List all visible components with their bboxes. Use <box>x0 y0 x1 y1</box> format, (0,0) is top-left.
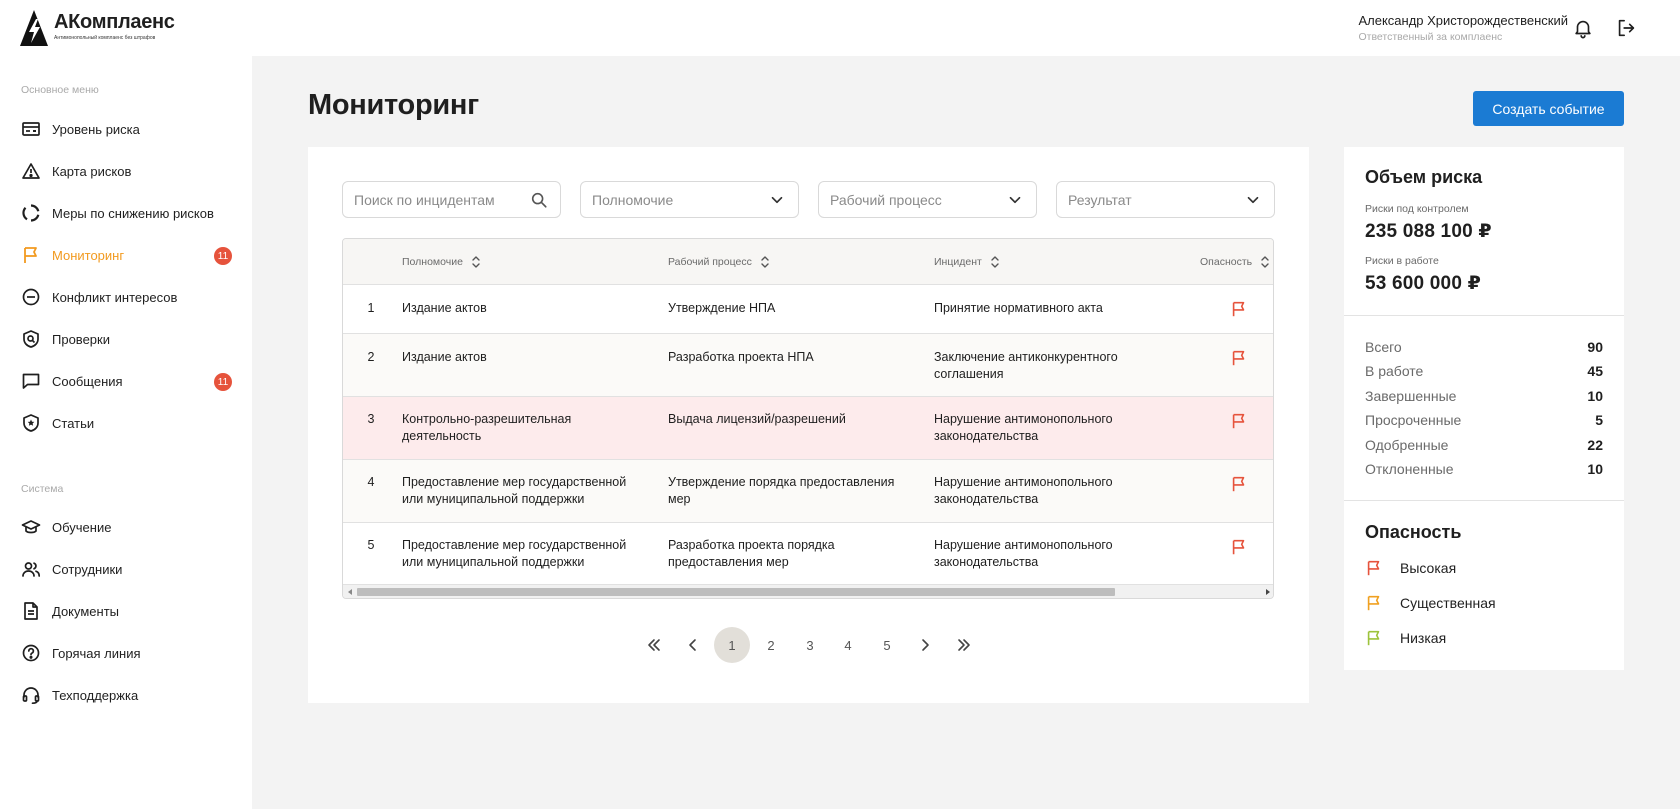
sidebar-item-label: Сотрудники <box>52 561 123 577</box>
sidebar-item-monitoring[interactable] <box>21 241 232 269</box>
cell-process: Разработка проекта НПА <box>668 350 814 364</box>
notification-badge: 11 <box>214 247 232 265</box>
user-role: Ответственный за комплаенс <box>1358 31 1503 43</box>
sidebar-item-support[interactable] <box>21 681 232 709</box>
table-row[interactable] <box>343 397 1274 460</box>
page-button-5[interactable]: 5 <box>883 637 891 653</box>
page-button-1[interactable]: 1 <box>714 627 750 663</box>
sidebar-item-label: Меры по снижению рисков <box>52 205 214 221</box>
row-number: 1 <box>367 301 375 315</box>
sort-icon[interactable] <box>1260 254 1270 270</box>
double-chevron-left-icon <box>645 636 663 654</box>
cell-authority: Предоставление мер государственной или муниципальной поддержки <box>402 475 627 506</box>
stat-value: 10 <box>1587 388 1603 404</box>
risk-in-work-value: 53 600 000 ₽ <box>1365 273 1481 294</box>
risk-volume-title: Объем риска <box>1365 167 1483 187</box>
cell-process: Разработка проекта порядка предоставления мер <box>668 538 835 569</box>
sidebar-item-label: Карта рисков <box>52 163 132 179</box>
result-select-value: Результат <box>1068 191 1132 208</box>
search-input[interactable] <box>354 192 524 208</box>
cell-incident: Принятие нормативного акта <box>934 301 1103 315</box>
bell-icon[interactable] <box>1572 17 1594 39</box>
sidebar-item-employees[interactable] <box>21 555 232 583</box>
legend-label: Высокая <box>1400 560 1457 576</box>
table-header <box>343 239 1274 285</box>
sidebar-item-label: Проверки <box>52 331 110 347</box>
cell-incident: Нарушение антимонопольного законодательства <box>934 538 1113 569</box>
row-number: 2 <box>367 350 375 364</box>
cell-process: Выдача лицензий/разрешений <box>668 412 846 426</box>
sidebar-item-articles[interactable] <box>21 409 232 437</box>
authority-select[interactable] <box>580 181 799 218</box>
logo[interactable] <box>20 10 175 46</box>
document-icon <box>21 601 41 621</box>
stat-label: Просроченные <box>1365 412 1462 428</box>
stat-label: Отклоненные <box>1365 461 1454 477</box>
headset-icon <box>21 685 41 705</box>
column-header-label: Опасность <box>1200 256 1253 268</box>
monitoring-card <box>308 147 1309 703</box>
stat-row-completed <box>1365 388 1603 404</box>
cell-authority: Предоставление мер государственной или муниципальной поддержки <box>402 538 627 569</box>
next-page-button[interactable] <box>907 627 943 663</box>
table-row[interactable] <box>343 460 1274 523</box>
pagination <box>308 627 1309 663</box>
legend-item-significant <box>1365 594 1496 612</box>
row-number: 3 <box>367 412 375 426</box>
circle-arrows-icon <box>21 203 41 223</box>
sort-icon[interactable] <box>990 254 1000 270</box>
high-flag-icon <box>1365 559 1383 577</box>
sidebar-item-label: Документы <box>52 603 120 619</box>
sidebar-item-risk-level[interactable] <box>21 115 232 143</box>
sidebar-item-label: Статьи <box>52 415 95 431</box>
risk-controlled-value: 235 088 100 ₽ <box>1365 221 1492 242</box>
chevron-left-icon <box>684 636 702 654</box>
divider <box>1344 315 1624 316</box>
logo-icon <box>20 10 48 46</box>
legend-item-low <box>1365 629 1446 647</box>
stat-value: 22 <box>1587 437 1603 453</box>
shield-search-icon <box>21 329 41 349</box>
stat-value: 10 <box>1587 461 1603 477</box>
sidebar-item-conflict[interactable] <box>21 283 232 311</box>
row-number: 5 <box>367 538 375 552</box>
top-bar <box>0 0 1680 56</box>
table-row[interactable] <box>343 285 1274 334</box>
flag-icon <box>21 245 41 265</box>
danger-high-flag-icon <box>1230 538 1248 556</box>
authority-select-value: Полномочие <box>592 191 674 208</box>
stat-label: Одобренные <box>1365 437 1449 453</box>
page-button-3[interactable]: 3 <box>806 637 814 653</box>
cell-authority: Издание актов <box>402 350 487 364</box>
search-icon[interactable] <box>530 191 548 209</box>
sidebar-item-label: Горячая линия <box>52 645 141 661</box>
sidebar-section-main-title: Основное меню <box>21 84 99 96</box>
sort-icon[interactable] <box>760 254 770 270</box>
stat-value: 90 <box>1587 339 1603 355</box>
result-select[interactable] <box>1056 181 1275 218</box>
question-circle-icon <box>21 643 41 663</box>
search-field[interactable] <box>342 181 561 218</box>
notification-badge: 11 <box>214 373 232 391</box>
risk-level-icon <box>21 119 41 139</box>
cell-process: Утверждение порядка предоставления мер <box>668 475 895 506</box>
risk-summary-card <box>1344 147 1624 670</box>
column-header-label: Полномочие <box>402 256 463 268</box>
user-info[interactable] <box>1358 13 1568 44</box>
sidebar-item-label: Уровень риска <box>52 121 140 137</box>
column-header-incident[interactable] <box>934 239 1000 285</box>
sidebar-item-label: Сообщения <box>52 373 123 389</box>
low-flag-icon <box>1365 629 1383 647</box>
stat-row-total <box>1365 339 1603 355</box>
sidebar-item-documents[interactable] <box>21 597 232 625</box>
sidebar-item-label: Обучение <box>52 519 112 535</box>
horizontal-scrollbar[interactable] <box>343 584 1274 598</box>
brand-tagline: Антимонопольный комплаенс без штрафов <box>54 35 156 41</box>
logout-icon[interactable] <box>1615 17 1637 39</box>
stat-row-approved <box>1365 437 1603 453</box>
cell-incident: Нарушение антимонопольного законодательства <box>934 475 1113 506</box>
cell-incident: Заключение антиконкурентного соглашения <box>934 350 1118 381</box>
sort-icon[interactable] <box>471 254 481 270</box>
double-chevron-right-icon <box>955 636 973 654</box>
create-event-button[interactable]: Создать событие <box>1473 91 1624 126</box>
stat-value: 5 <box>1595 412 1603 428</box>
sidebar-item-label: Конфликт интересов <box>52 289 178 305</box>
danger-high-flag-icon <box>1230 475 1248 493</box>
column-header-label: Рабочий процесс <box>668 256 752 268</box>
sidebar-item-label: Мониторинг <box>52 247 125 263</box>
stat-label: Завершенные <box>1365 388 1457 404</box>
sidebar-item-messages[interactable] <box>21 367 232 395</box>
column-header-label: Инцидент <box>934 256 982 268</box>
stat-label: В работе <box>1365 363 1424 379</box>
legend-item-high <box>1365 559 1456 577</box>
chevron-down-icon <box>768 191 786 209</box>
column-header-danger[interactable] <box>1200 239 1270 285</box>
legend-label: Существенная <box>1400 595 1496 611</box>
danger-legend-title: Опасность <box>1365 522 1462 542</box>
brand-name: АКомплаенс <box>54 11 175 33</box>
sidebar <box>0 56 252 809</box>
previous-page-button[interactable] <box>675 627 711 663</box>
users-icon <box>21 559 41 579</box>
stat-row-rejected <box>1365 461 1603 477</box>
sidebar-item-risk-map[interactable] <box>21 157 232 185</box>
page-button-2[interactable]: 2 <box>767 637 775 653</box>
chevron-down-icon <box>1244 191 1262 209</box>
user-name: Александр Христорождественский <box>1358 13 1568 28</box>
chevron-right-icon <box>916 636 934 654</box>
chat-icon <box>21 371 41 391</box>
legend-label: Низкая <box>1400 630 1447 646</box>
sidebar-section-system-title: Система <box>21 483 64 495</box>
cell-incident: Нарушение антимонопольного законодательства <box>934 412 1113 443</box>
graduation-cap-icon <box>21 517 41 537</box>
sidebar-item-risk-measures[interactable] <box>21 199 232 227</box>
sidebar-item-training[interactable] <box>21 513 232 541</box>
danger-high-flag-icon <box>1230 349 1248 367</box>
first-page-button[interactable] <box>636 627 672 663</box>
page-button-4[interactable]: 4 <box>844 637 852 653</box>
risk-in-work-label: Риски в работе <box>1365 255 1439 267</box>
last-page-button[interactable] <box>946 627 982 663</box>
stat-label: Всего <box>1365 339 1402 355</box>
warning-triangle-icon <box>21 161 41 181</box>
stat-value: 45 <box>1587 363 1603 379</box>
cell-authority: Издание актов <box>402 301 487 315</box>
cell-process: Утверждение НПА <box>668 301 776 315</box>
divider <box>1344 500 1624 501</box>
scrollbar-thumb[interactable] <box>357 588 1115 596</box>
sidebar-item-hotline[interactable] <box>21 639 232 667</box>
risk-controlled-label: Риски под контролем <box>1365 203 1469 215</box>
process-select[interactable] <box>818 181 1037 218</box>
danger-high-flag-icon <box>1230 412 1248 430</box>
page-title: Мониторинг <box>308 89 479 121</box>
stat-row-in-work <box>1365 363 1603 379</box>
cell-authority: Контрольно-разрешительная деятельность <box>402 412 572 443</box>
process-select-value: Рабочий процесс <box>830 191 942 208</box>
column-header-authority[interactable] <box>402 239 481 285</box>
table-row[interactable] <box>343 523 1274 586</box>
significant-flag-icon <box>1365 594 1383 612</box>
row-number: 4 <box>367 475 375 489</box>
scroll-left-arrow-icon[interactable] <box>346 588 354 596</box>
shield-star-icon <box>21 413 41 433</box>
minus-circle-icon <box>21 287 41 307</box>
sidebar-item-inspections[interactable] <box>21 325 232 353</box>
chevron-down-icon <box>1006 191 1024 209</box>
scroll-right-arrow-icon[interactable] <box>1264 588 1272 596</box>
sidebar-item-label: Техподдержка <box>52 687 139 703</box>
stat-row-overdue <box>1365 412 1603 428</box>
table-row[interactable] <box>343 334 1274 397</box>
danger-high-flag-icon <box>1230 300 1248 318</box>
column-header-process[interactable] <box>668 239 770 285</box>
incidents-table <box>342 238 1274 599</box>
